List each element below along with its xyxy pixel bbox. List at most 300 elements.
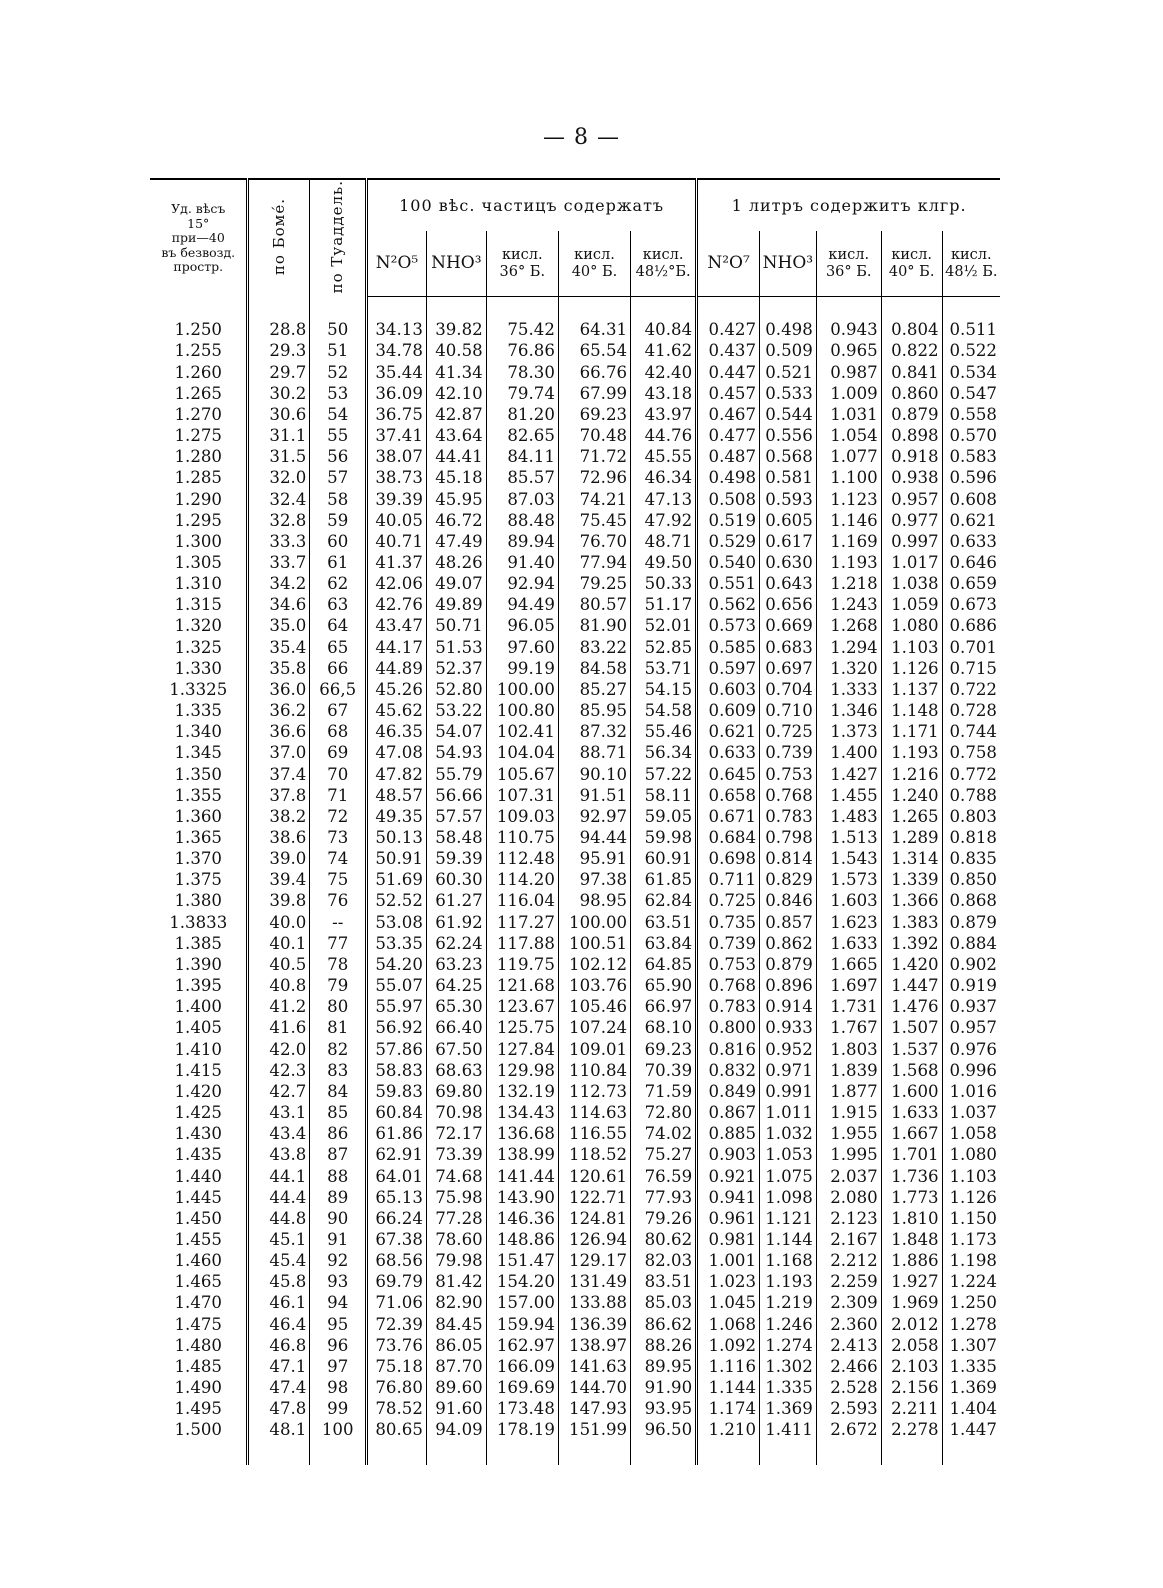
table-cell: 85.95	[558, 700, 630, 721]
table-cell: 45.95	[426, 489, 486, 510]
weight-parts-group-header: 100 вѣс. частицъ содержатъ	[367, 179, 697, 231]
table-cell: 57	[310, 467, 367, 488]
table-row	[150, 975, 1000, 996]
table-cell: 63.51	[631, 912, 697, 933]
table-cell: 0.725	[697, 890, 760, 911]
table-cell: 0.646	[942, 552, 1000, 573]
table-cell: 117.88	[486, 933, 558, 954]
table-cell: 1.053	[760, 1144, 817, 1165]
table-cell: 1.697	[816, 975, 881, 996]
table-cell: 54.58	[631, 700, 697, 721]
table-cell: 1.137	[881, 679, 942, 700]
table-cell: 1.877	[816, 1081, 881, 1102]
table-cell: 40.8	[248, 975, 310, 996]
table-cell: 0.957	[942, 1017, 1000, 1038]
table-cell: 1.148	[881, 700, 942, 721]
table-cell: 41.62	[631, 340, 697, 361]
table-cell: 74.68	[426, 1166, 486, 1187]
table-cell: 1.103	[942, 1166, 1000, 1187]
table-cell: 146.36	[486, 1208, 558, 1229]
table-cell: 0.684	[697, 827, 760, 848]
table-cell: 1.404	[942, 1398, 1000, 1419]
table-cell: 65.13	[367, 1187, 427, 1208]
table-cell: 73.76	[367, 1335, 427, 1356]
table-cell: 120.61	[558, 1166, 630, 1187]
table-cell: 1.339	[881, 869, 942, 890]
table-cell: 136.39	[558, 1314, 630, 1335]
table-cell: 41.34	[426, 362, 486, 383]
table-cell: 178.19	[486, 1419, 558, 1440]
table-cell: 54	[310, 404, 367, 425]
table-cell: 1.193	[881, 742, 942, 763]
table-cell: 1.045	[697, 1292, 760, 1313]
table-row	[150, 869, 1000, 890]
table-cell: 1.701	[881, 1144, 942, 1165]
table-cell: 1.059	[881, 594, 942, 615]
table-cell: 43.4	[248, 1123, 310, 1144]
table-cell: 1.290	[174, 489, 222, 509]
table-cell: 1.295	[174, 510, 222, 530]
sub-header: NHO³	[760, 231, 817, 296]
table-cell: 0.519	[697, 510, 760, 531]
table-cell: 0.798	[760, 827, 817, 848]
table-cell: 66.40	[426, 1017, 486, 1038]
table-cell: 1.150	[942, 1208, 1000, 1229]
table-cell: 0.570	[942, 425, 1000, 446]
table-cell: 89	[310, 1187, 367, 1208]
table-cell: 138.97	[558, 1335, 630, 1356]
table-cell: 35.8	[248, 658, 310, 679]
table-cell: 123.67	[486, 996, 558, 1017]
table-cell: 86	[310, 1123, 367, 1144]
table-cell: 1.476	[881, 996, 942, 1017]
table-cell: 43.18	[631, 383, 697, 404]
table-row	[150, 1187, 1000, 1208]
table-cell: 1.340	[174, 722, 222, 742]
table-cell: 72	[310, 806, 367, 827]
table-cell: 0.987	[816, 362, 881, 383]
table-cell: 59.98	[631, 827, 697, 848]
table-row	[150, 1208, 1000, 1229]
twaddell-header: по Туаддель.	[310, 179, 367, 297]
table-cell: 0.832	[697, 1060, 760, 1081]
table-cell: 71.06	[367, 1292, 427, 1313]
table-cell: 0.467	[697, 404, 760, 425]
table-cell: 91.40	[486, 552, 558, 573]
table-cell: 43.47	[367, 615, 427, 636]
table-row	[150, 594, 1000, 615]
table-cell: 66.24	[367, 1208, 427, 1229]
table-cell: 76	[310, 890, 367, 911]
table-cell: 86.05	[426, 1335, 486, 1356]
table-cell: 83.51	[631, 1271, 697, 1292]
table-cell: 43.8	[248, 1144, 310, 1165]
table-cell: 1.383	[881, 912, 942, 933]
table-row	[150, 1398, 1000, 1419]
table-cell: 1.240	[881, 785, 942, 806]
table-cell: 0.715	[942, 658, 1000, 679]
table-cell: 129.17	[558, 1250, 630, 1271]
table-cell: 0.896	[760, 975, 817, 996]
table-cell: 1.495	[174, 1399, 222, 1419]
table-cell: 1.767	[816, 1017, 881, 1038]
table-cell: 0.937	[942, 996, 1000, 1017]
table-cell: 0.617	[760, 531, 817, 552]
table-cell: 37.0	[248, 742, 310, 763]
table-cell: 30.2	[248, 383, 310, 404]
table-cell: 55.46	[631, 721, 697, 742]
table-cell: 34.2	[248, 573, 310, 594]
table-cell: 41.6	[248, 1017, 310, 1038]
table-cell: 141.44	[486, 1166, 558, 1187]
table-cell: 95	[310, 1314, 367, 1335]
table-cell: 72.96	[558, 467, 630, 488]
table-cell: 83	[310, 1060, 367, 1081]
table-cell: 1.168	[760, 1250, 817, 1271]
table-cell: 35.4	[248, 637, 310, 658]
table-cell: 84.45	[426, 1314, 486, 1335]
table-row	[150, 1335, 1000, 1356]
table-cell: 72.39	[367, 1314, 427, 1335]
table-cell: 78	[310, 954, 367, 975]
table-cell: 1.623	[816, 912, 881, 933]
table-cell: 1.246	[760, 1314, 817, 1335]
table-cell: 69.80	[426, 1081, 486, 1102]
table-cell: 44.17	[367, 637, 427, 658]
table-cell: 109.03	[486, 806, 558, 827]
table-cell: 1.330	[174, 658, 222, 678]
table-cell: 53.22	[426, 700, 486, 721]
table-cell: 91	[310, 1229, 367, 1250]
table-cell: 0.814	[760, 848, 817, 869]
table-cell: 60.84	[367, 1102, 427, 1123]
table-cell: 88.26	[631, 1335, 697, 1356]
table-cell: 37.41	[367, 425, 427, 446]
table-cell: 0.981	[697, 1229, 760, 1250]
table-cell: 1.543	[816, 848, 881, 869]
table-cell: 82.03	[631, 1250, 697, 1271]
table-cell: 112.73	[558, 1081, 630, 1102]
table-cell: 132.19	[486, 1081, 558, 1102]
table-cell: 1.193	[760, 1271, 817, 1292]
table-cell: 0.669	[760, 615, 817, 636]
table-cell: 74	[310, 848, 367, 869]
table-cell: 0.581	[760, 467, 817, 488]
table-cell: 62.84	[631, 890, 697, 911]
table-cell: 1.116	[697, 1356, 760, 1377]
table-cell: 117.27	[486, 912, 558, 933]
table-cell: 64.31	[558, 319, 630, 340]
table-cell: 52.80	[426, 679, 486, 700]
table-cell: 70	[310, 764, 367, 785]
table-cell: 125.75	[486, 1017, 558, 1038]
table-cell: 0.671	[697, 806, 760, 827]
table-cell: 85	[310, 1102, 367, 1123]
table-cell: 75	[310, 869, 367, 890]
table-cell: 0.558	[942, 404, 1000, 425]
table-cell: 107.24	[558, 1017, 630, 1038]
table-cell: 62	[310, 573, 367, 594]
table-cell: 0.540	[697, 552, 760, 573]
table-cell: 78.60	[426, 1229, 486, 1250]
table-cell: 1.410	[174, 1039, 222, 1059]
table-cell: 0.739	[760, 742, 817, 763]
table-row	[150, 510, 1000, 531]
table-cell: 1.123	[816, 489, 881, 510]
table-cell: 141.63	[558, 1356, 630, 1377]
table-cell: 0.568	[760, 446, 817, 467]
table-cell: 52.85	[631, 637, 697, 658]
specific-gravity-header: Уд. вѣсъ 15° при—40 въ безвозд. простр.	[150, 179, 248, 297]
table-cell: 39.8	[248, 890, 310, 911]
table-cell: 87.70	[426, 1356, 486, 1377]
table-cell: 34.13	[367, 319, 427, 340]
table-cell: 44.41	[426, 446, 486, 467]
table-cell: 64	[310, 615, 367, 636]
table-cell: 49.89	[426, 594, 486, 615]
table-cell: 133.88	[558, 1292, 630, 1313]
table-cell: 2.123	[816, 1208, 881, 1229]
table-cell: 0.879	[942, 912, 1000, 933]
table-cell: 80	[310, 996, 367, 1017]
table-cell: 0.656	[760, 594, 817, 615]
table-cell: 2.528	[816, 1377, 881, 1398]
table-cell: 94.49	[486, 594, 558, 615]
table-cell: 61.85	[631, 869, 697, 890]
table-cell: 48.71	[631, 531, 697, 552]
table-cell: 2.466	[816, 1356, 881, 1377]
table-cell: 0.659	[942, 573, 1000, 594]
table-cell: 2.211	[881, 1398, 942, 1419]
table-cell: 66,5	[310, 679, 367, 700]
table-cell: 60.30	[426, 869, 486, 890]
table-cell: 54.15	[631, 679, 697, 700]
table-cell: 0.643	[760, 573, 817, 594]
table-cell: 77.94	[558, 552, 630, 573]
table-cell: 48.26	[426, 552, 486, 573]
table-cell: 107.31	[486, 785, 558, 806]
table-cell: 88.48	[486, 510, 558, 531]
table-cell: 0.630	[760, 552, 817, 573]
table-cell: 0.704	[760, 679, 817, 700]
table-cell: 0.857	[760, 912, 817, 933]
table-cell: 1.031	[816, 404, 881, 425]
table-cell: 0.898	[881, 425, 942, 446]
table-row	[150, 806, 1000, 827]
table-cell: 0.698	[697, 848, 760, 869]
table-row	[150, 890, 1000, 911]
table-cell: 65.30	[426, 996, 486, 1017]
table-cell: 66.97	[631, 996, 697, 1017]
table-cell: 1.315	[174, 595, 222, 615]
table-cell: 1.390	[174, 954, 222, 974]
table-cell: 65	[310, 637, 367, 658]
table-cell: 1.955	[816, 1123, 881, 1144]
table-cell: 1.455	[174, 1229, 222, 1249]
table-cell: 0.991	[760, 1081, 817, 1102]
table-cell: 64.01	[367, 1166, 427, 1187]
table-cell: 1.370	[174, 849, 222, 869]
table-row	[150, 552, 1000, 573]
table-cell: 87.03	[486, 489, 558, 510]
table-cell: 1.803	[816, 1039, 881, 1060]
table-row	[150, 1292, 1000, 1313]
table-cell: 0.735	[697, 912, 760, 933]
table-row	[150, 764, 1000, 785]
table-cell: 1.345	[174, 743, 222, 763]
table-row	[150, 996, 1000, 1017]
table-cell: 40.84	[631, 319, 697, 340]
table-cell: 36.75	[367, 404, 427, 425]
table-row	[150, 1102, 1000, 1123]
table-cell: 0.860	[881, 383, 942, 404]
table-cell: 1.173	[942, 1229, 1000, 1250]
table-cell: 0.933	[760, 1017, 817, 1038]
table-cell: 45.18	[426, 467, 486, 488]
table-cell: 0.800	[697, 1017, 760, 1038]
table-cell: 46.4	[248, 1314, 310, 1335]
table-cell: 1.490	[174, 1378, 222, 1398]
table-cell: 0.816	[697, 1039, 760, 1060]
table-cell: 93	[310, 1271, 367, 1292]
table-cell: 1.380	[174, 891, 222, 911]
table-cell: 0.511	[942, 319, 1000, 340]
table-row	[150, 340, 1000, 361]
table-cell: 53.35	[367, 933, 427, 954]
table-cell: 169.69	[486, 1377, 558, 1398]
table-row	[150, 1250, 1000, 1271]
sub-header: кисл. 48½°Б.	[631, 231, 697, 296]
table-cell: 1.450	[174, 1208, 222, 1228]
table-cell: 41.2	[248, 996, 310, 1017]
table-cell: 121.68	[486, 975, 558, 996]
table-row	[150, 954, 1000, 975]
table-cell: 134.43	[486, 1102, 558, 1123]
table-cell: 71.59	[631, 1081, 697, 1102]
table-cell: 55.07	[367, 975, 427, 996]
table-cell: 2.593	[816, 1398, 881, 1419]
table-cell: 1.302	[760, 1356, 817, 1377]
table-cell: 1.193	[816, 552, 881, 573]
table-cell: 54.07	[426, 721, 486, 742]
table-cell: 50.71	[426, 615, 486, 636]
table-cell: 42.7	[248, 1081, 310, 1102]
table-cell: 0.447	[697, 362, 760, 383]
table-row	[150, 1314, 1000, 1335]
table-row	[150, 637, 1000, 658]
table-cell: 52.52	[367, 890, 427, 911]
table-cell: 44.89	[367, 658, 427, 679]
table-cell: 72.80	[631, 1102, 697, 1123]
table-cell: 0.701	[942, 637, 1000, 658]
table-cell: 1.373	[816, 721, 881, 742]
table-cell: 0.593	[760, 489, 817, 510]
table-cell: 42.76	[367, 594, 427, 615]
table-cell: 1.3833	[169, 912, 228, 932]
table-cell: 75.42	[486, 319, 558, 340]
table-cell: 0.804	[881, 319, 942, 340]
table-cell: 1.080	[881, 615, 942, 636]
sub-header: N²O⁵	[367, 231, 427, 296]
table-cell: 0.867	[697, 1102, 760, 1123]
table-cell: 0.997	[881, 531, 942, 552]
table-cell: 2.156	[881, 1377, 942, 1398]
table-row	[150, 531, 1000, 552]
table-cell: 31.5	[248, 446, 310, 467]
table-cell: 50.91	[367, 848, 427, 869]
table-cell: 58.11	[631, 785, 697, 806]
table-cell: 1.023	[697, 1271, 760, 1292]
table-cell: 39.82	[426, 319, 486, 340]
table-cell: 0.529	[697, 531, 760, 552]
table-cell: 49.07	[426, 573, 486, 594]
table-cell: 67.99	[558, 383, 630, 404]
table-row	[150, 1144, 1000, 1165]
table-cell: 44.8	[248, 1208, 310, 1229]
table-cell: 94.09	[426, 1419, 486, 1440]
table-cell: 66	[310, 658, 367, 679]
table-row	[150, 912, 1000, 933]
table-cell: 114.63	[558, 1102, 630, 1123]
table-cell: 91.90	[631, 1377, 697, 1398]
table-cell: 52.01	[631, 615, 697, 636]
table-cell: 65.54	[558, 340, 630, 361]
table-cell: 159.94	[486, 1314, 558, 1335]
table-cell: 0.658	[697, 785, 760, 806]
table-cell: 1.268	[816, 615, 881, 636]
table-cell: 28.8	[248, 319, 310, 340]
table-cell: 1.600	[881, 1081, 942, 1102]
table-cell: 30.6	[248, 404, 310, 425]
table-cell: 0.850	[942, 869, 1000, 890]
table-cell: 0.551	[697, 573, 760, 594]
table-cell: 96	[310, 1335, 367, 1356]
table-cell: 38.07	[367, 446, 427, 467]
table-cell: 56.66	[426, 785, 486, 806]
table-row	[150, 1419, 1000, 1440]
table-cell: 84.58	[558, 658, 630, 679]
table-cell: 154.20	[486, 1271, 558, 1292]
table-row	[150, 489, 1000, 510]
table-cell: 1.126	[881, 658, 942, 679]
table-cell: 69.79	[367, 1271, 427, 1292]
table-cell: 45.8	[248, 1271, 310, 1292]
table-cell: 0.711	[697, 869, 760, 890]
table-cell: 112.48	[486, 848, 558, 869]
table-cell: 1.098	[760, 1187, 817, 1208]
table-cell: 68.10	[631, 1017, 697, 1038]
table-cell: 0.903	[697, 1144, 760, 1165]
table-cell: 94	[310, 1292, 367, 1313]
table-cell: 47.82	[367, 764, 427, 785]
table-cell: 66.76	[558, 362, 630, 383]
table-cell: 0.996	[942, 1060, 1000, 1081]
table-cell: 1.465	[174, 1272, 222, 1292]
table-cell: 1.475	[174, 1314, 222, 1334]
table-cell: 1.335	[942, 1356, 1000, 1377]
table-cell: 87.32	[558, 721, 630, 742]
table-cell: 1.171	[881, 721, 942, 742]
table-cell: 1.260	[174, 362, 222, 382]
table-cell: 75.98	[426, 1187, 486, 1208]
table-cell: 1.425	[174, 1103, 222, 1123]
table-cell: 1.969	[881, 1292, 942, 1313]
table-cell: 43.1	[248, 1102, 310, 1123]
table-cell: 59.83	[367, 1081, 427, 1102]
table-row	[150, 1377, 1000, 1398]
table-cell: 1.274	[760, 1335, 817, 1356]
table-cell: 97.38	[558, 869, 630, 890]
